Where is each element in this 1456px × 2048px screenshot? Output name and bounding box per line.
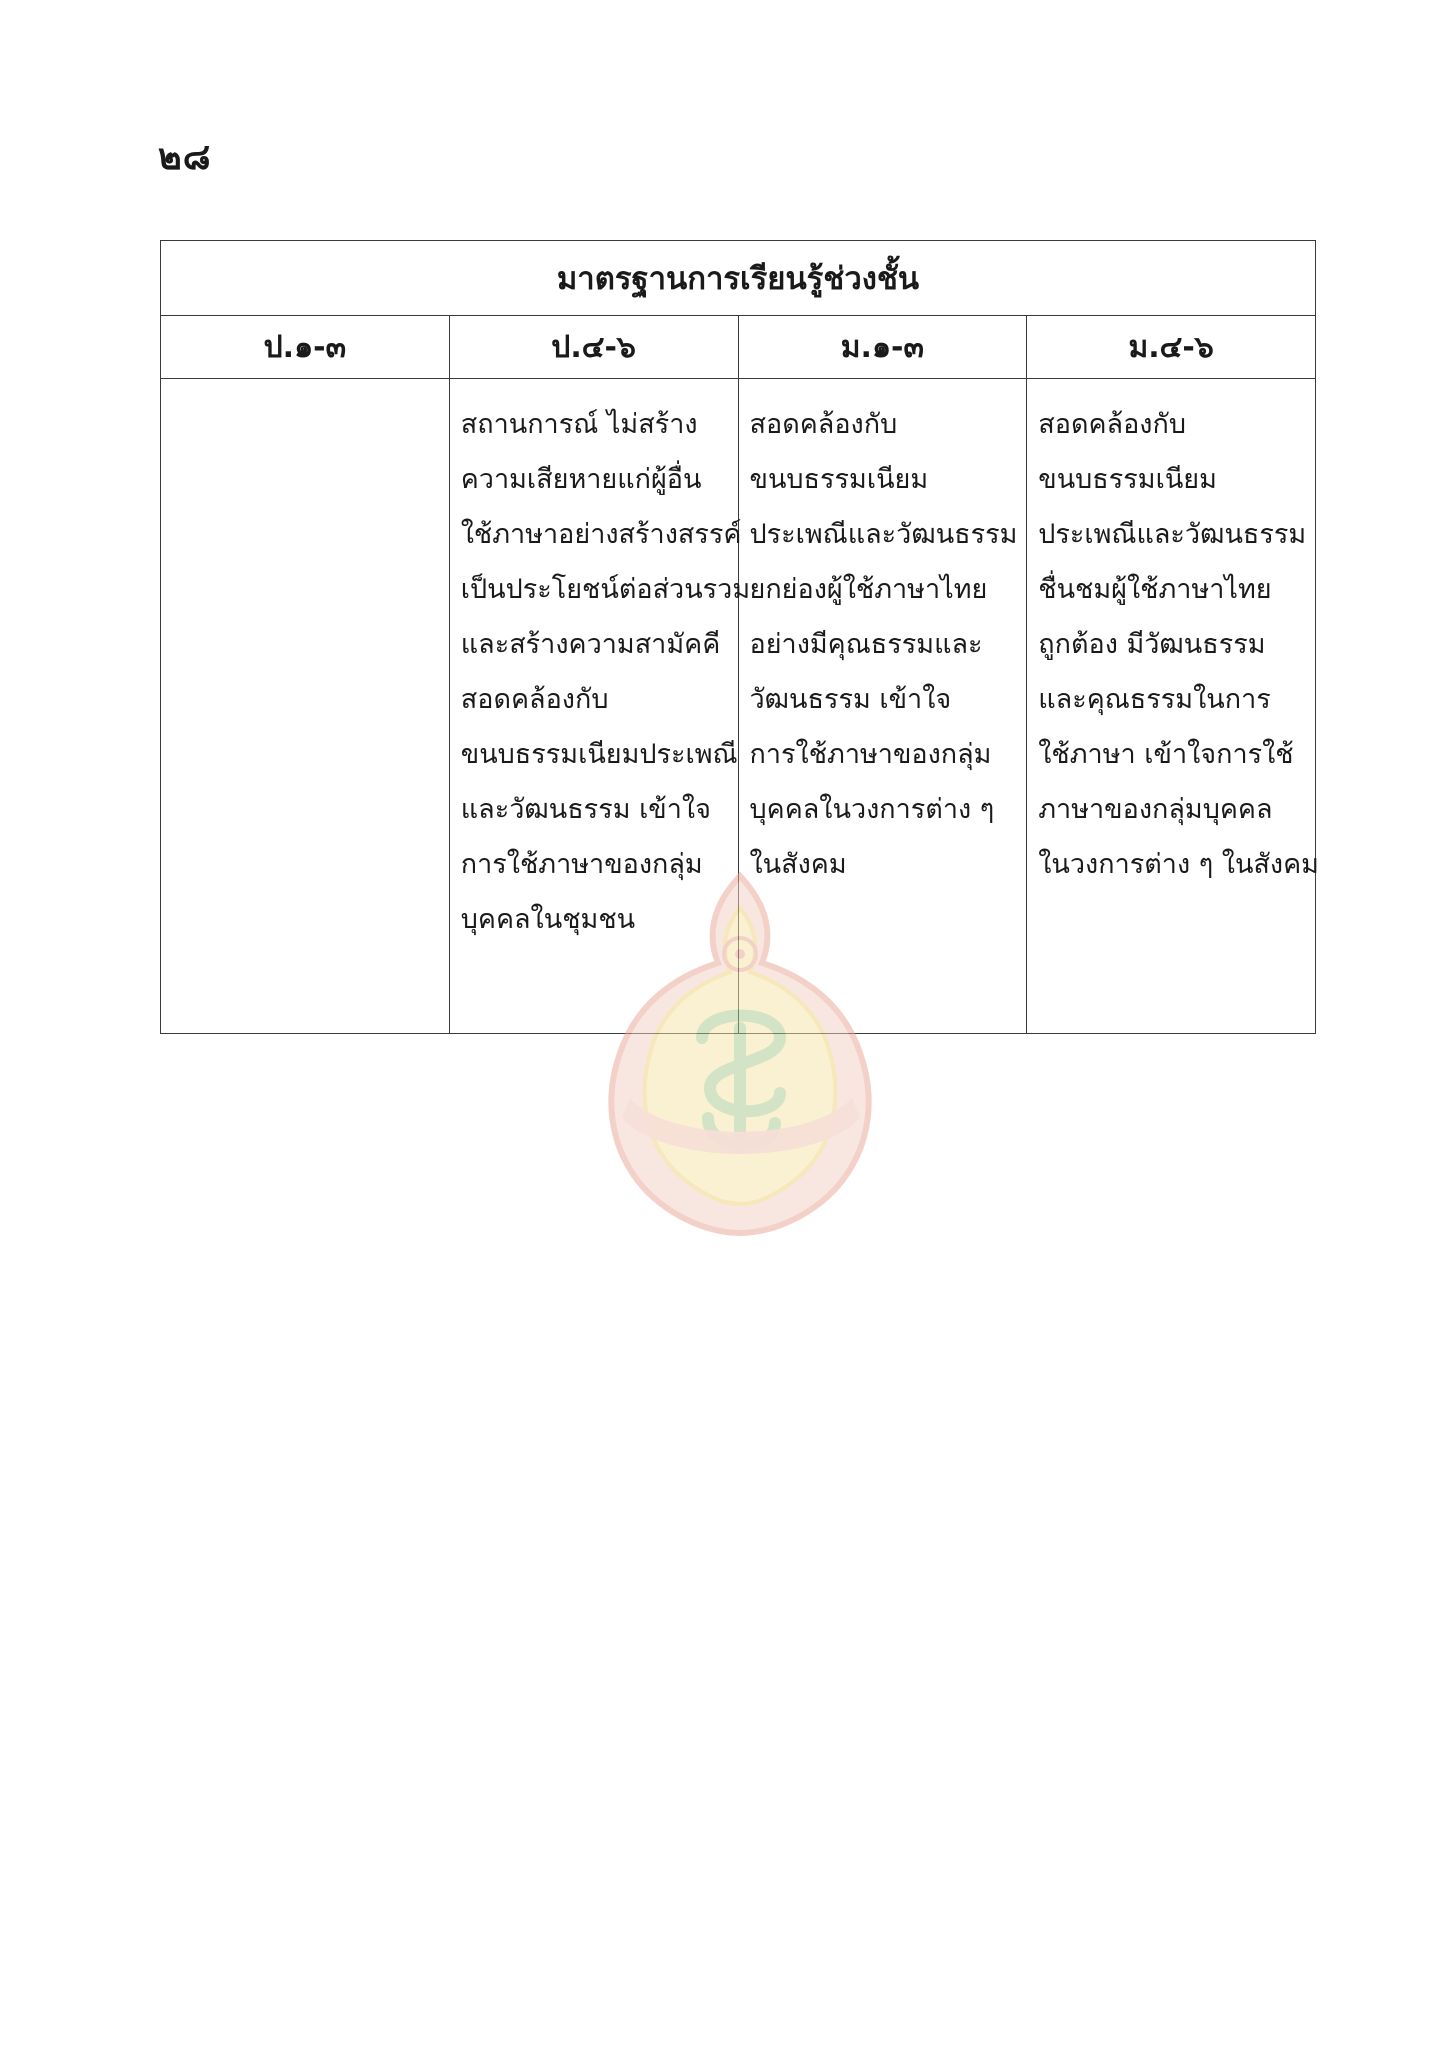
content-line: ในสังคม [749, 849, 847, 880]
content-line: ชื่นชมผู้ใช้ภาษาไทย [1038, 574, 1272, 605]
content-line: สอดคล้องกับ [749, 409, 898, 440]
content-line: ถูกต้อง มีวัฒนธรรม [1038, 629, 1266, 660]
level-header-row [161, 316, 1316, 379]
content-line: ขนบธรรมเนียมประเพณี [460, 739, 738, 770]
content-line: สถานการณ์ ไม่สร้าง [460, 409, 698, 440]
content-line: และวัฒนธรรม เข้าใจ [460, 794, 711, 825]
content-line: วัฒนธรรม เข้าใจ [749, 684, 952, 715]
content-line: ภาษาของกลุ่มบุคคล [1038, 794, 1273, 825]
page-number: ๒๘ [158, 137, 212, 178]
content-line: บุคคลในชุมชน [460, 904, 636, 935]
content-cell-m4-6 [1027, 379, 1319, 1034]
content-line: สอดคล้องกับ [460, 684, 609, 715]
content-line: และคุณธรรมในการ [1038, 684, 1271, 715]
ministry-emblem-icon [590, 868, 890, 1238]
content-line: ประเพณีและวัฒนธรรม [1038, 519, 1307, 550]
content-line: อย่างมีคุณธรรมและ [749, 629, 983, 660]
content-line: การใช้ภาษาของกลุ่ม [460, 849, 703, 880]
level-header-m4-6: ม.๔-๖ [1027, 316, 1316, 379]
content-line: ความเสียหายแก่ผู้อื่น [460, 464, 702, 495]
content-line: ประเพณีและวัฒนธรรม [749, 519, 1018, 550]
level-header-p1-3: ป.๑-๓ [161, 316, 450, 379]
content-line: ขนบธรรมเนียม [1038, 464, 1217, 495]
content-line: เป็นประโยชน์ต่อส่วนรวม [460, 574, 751, 605]
content-line: ขนบธรรมเนียม [749, 464, 929, 495]
content-line: สอดคล้องกับ [1038, 409, 1186, 440]
content-line: ใช้ภาษา เข้าใจการใช้ [1038, 739, 1294, 770]
content-cell-p1-3 [161, 379, 450, 1034]
content-line: ใช้ภาษาอย่างสร้างสรรค์ [460, 519, 742, 550]
level-header-m1-3: ม.๑-๓ [738, 316, 1027, 379]
content-line: ยกย่องผู้ใช้ภาษาไทย [749, 574, 988, 605]
content-line: และสร้างความสามัคคี [460, 629, 721, 660]
level-header-p4-6: ป.๔-๖ [449, 316, 738, 379]
content-line: การใช้ภาษาของกลุ่ม [749, 739, 992, 770]
content-line: ในวงการต่าง ๆ ในสังคม [1038, 849, 1319, 880]
table-title-row [161, 241, 1316, 316]
content-line: บุคคลในวงการต่าง ๆ [749, 794, 995, 825]
table-title: มาตรฐานการเรียนรู้ช่วงชั้น [161, 241, 1316, 316]
